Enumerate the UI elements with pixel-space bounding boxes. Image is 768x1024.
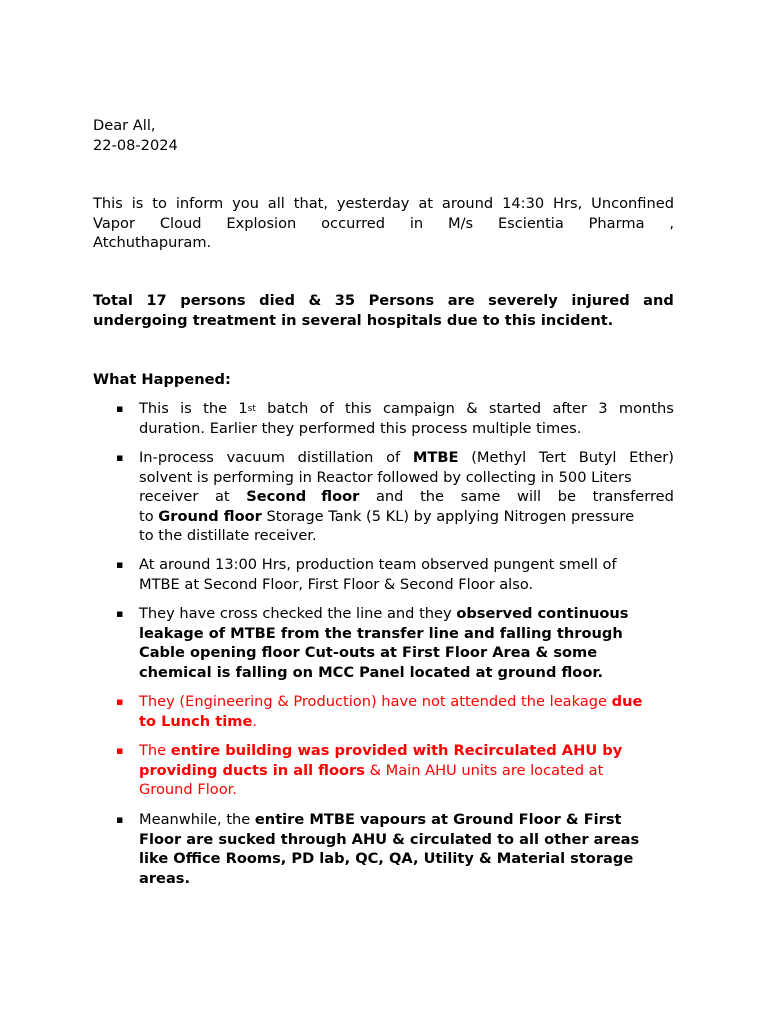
bullet-7-line-3 [139,849,674,869]
bullet-item-5 [139,692,674,731]
bullet-icon: ▪ [116,813,124,826]
bullet-item-6 [139,741,674,800]
word: Butyl [578,449,617,466]
bullet-4-line-2 [139,624,674,644]
line-text [139,507,634,527]
word: at [418,195,433,212]
line-text: Cable opening floor Cut-outs at First Floor Area & some [139,644,598,661]
word: 35 [334,292,356,309]
word: after [552,400,587,417]
bullet-icon: ▪ [116,402,124,415]
word: are [447,292,475,309]
word: to [139,507,154,525]
word: severely [488,292,558,309]
word: transferred [592,488,674,505]
word: Unconfined [591,195,674,212]
line-tail: . [252,712,258,730]
bullet-6-line-1 [139,741,674,761]
word: Total [93,292,133,309]
bullet-4-line-4: chemical is falling on MCC Panel located at ground floor. [139,663,603,681]
word: Hrs, [553,195,583,212]
word: to [152,195,167,212]
bullet-4-line-1 [139,604,674,624]
word: same [460,488,501,505]
ordinal-suffix: st [247,404,256,414]
word: 17 [146,292,167,309]
word: 14:30 [502,195,545,212]
bullet-2-line-5: to the distillate receiver. [139,527,317,544]
bullet-7-line-4: areas. [139,869,191,887]
word: Persons [368,292,435,309]
word: persons [180,292,246,309]
word: distillation [297,449,374,466]
line-text [139,741,622,761]
word: Explosion [226,214,297,232]
word: started [488,400,542,417]
line-plain: The [139,742,167,759]
bullet-1-line-1 [139,399,674,419]
word: batch [267,400,309,417]
word: is [180,400,192,417]
lunch-time-emphasis: to Lunch time [139,712,253,730]
word: Cloud [159,214,202,232]
line-text: solvent is performing in Reactor followed by collecting in 500 Liters [139,468,632,486]
intro-paragraph [93,194,674,253]
word: injured [571,292,630,309]
line-text [139,692,642,712]
word: Pharma [588,214,645,232]
line-plain: They have cross checked the line and they [139,605,452,622]
line-tail: Storage Tank (5 KL) by applying Nitrogen pressure [266,507,635,525]
letter-date: 22-08-2024 [93,137,178,154]
word: & [308,292,322,309]
bullet-2-line-4 [139,507,674,527]
bullet-item-1 [139,399,674,438]
word: inform [175,195,224,212]
word: will [517,488,542,505]
word: of [386,449,401,466]
summary-line-1 [93,291,674,311]
salutation: Dear All, [93,117,156,134]
word: vacuum [226,449,285,466]
word: receiver [139,488,199,505]
bullet-7-line-1 [139,810,674,830]
bullet-icon: ▪ [116,558,124,571]
word: yesterday [336,195,410,212]
word: months [618,400,674,417]
word: this [345,400,372,417]
line-emphasis: entire MTBE vapours at Ground Floor & First [254,811,622,828]
word: occurred [321,214,386,232]
casualty-summary [93,291,674,330]
bullet-5-line-2 [139,712,674,732]
bullet-5-line-1 [139,692,674,712]
bullet-icon: ▪ [116,744,124,757]
word: and [643,292,674,309]
word: Ether) [629,449,674,466]
word: died [259,292,295,309]
word: This [139,400,169,417]
word: of [319,400,334,417]
mtbe-emphasis: MTBE [412,449,459,466]
intro-line-1 [93,194,674,214]
bullet-icon: ▪ [116,451,124,464]
bullet-icon: ▪ [116,607,124,620]
word: around [441,195,494,212]
line-emphasis: observed continuous [456,605,629,622]
line-emphasis: providing ducts in all floors [139,761,365,779]
line-text [139,761,603,781]
batch-ordinal [238,399,256,419]
ground-floor-emphasis: Ground floor [158,507,262,525]
section-heading: What Happened: [93,371,231,388]
line-text: like Office Rooms, PD lab, QC, QA, Utility & Material storage [139,850,634,867]
bullet-2-line-1 [139,448,674,468]
word: that, [293,195,329,212]
bullet-1-line-2: duration. Earlier they performed this process multiple times. [139,419,582,437]
line-text: leakage of MTBE from the transfer line and falling through [139,624,623,642]
word: you [232,195,259,212]
word: the [203,400,228,417]
word: In-process [139,449,214,466]
word: , [669,214,674,232]
word: all [267,195,285,212]
line-text: At around 13:00 Hrs, production team observed pungent smell of [139,556,617,573]
bullet-2-line-3 [139,487,674,507]
word: Escientia [497,214,564,232]
word: is [131,195,144,212]
bullet-icon: ▪ [116,695,124,708]
ordinal-number: 1 [238,400,248,417]
summary-line-2: undergoing treatment in several hospitals due to this incident. [93,311,614,329]
word: Tert [538,449,566,466]
line-text [139,604,628,624]
bullet-6-line-2 [139,761,674,781]
bullet-4-line-3 [139,643,674,663]
line-plain: Meanwhile, the [139,811,251,828]
bullet-7-line-2 [139,830,674,850]
bullet-item-4 [139,604,674,682]
word: at [214,488,230,505]
line-emphasis: due [611,693,643,710]
word: Vapor [93,214,135,232]
line-tail: & Main AHU units are located at [369,761,604,779]
bullet-2-line-2 [139,468,674,488]
intro-line-2 [93,214,674,234]
word: and [375,488,404,505]
line-text: Floor are sucked through AHU & circulated to all other areas [139,830,640,848]
line-plain: They (Engineering & Production) have not attended the leakage [139,693,607,710]
line-text [139,810,622,830]
word: & [466,400,478,417]
intro-line-3: Atchuthapuram. [93,234,212,251]
word: campaign [382,400,455,417]
bullet-3-line-2: MTBE at Second Floor, First Floor & Second Floor also. [139,575,534,593]
bullet-item-3 [139,555,674,594]
word: in [409,214,424,232]
word: This [93,195,123,212]
line-emphasis: entire building was provided with Recirculated AHU by [170,742,623,759]
word: the [420,488,445,505]
bullet-3-line-1 [139,555,674,575]
word: 3 [598,400,608,417]
word: (Methyl [471,449,527,466]
word: M/s [447,214,474,232]
second-floor-emphasis: Second floor [246,488,360,505]
bullet-item-2 [139,448,674,546]
word: be [557,488,576,505]
bullet-6-line-3: Ground Floor. [139,781,237,798]
bullet-item-7 [139,810,674,888]
